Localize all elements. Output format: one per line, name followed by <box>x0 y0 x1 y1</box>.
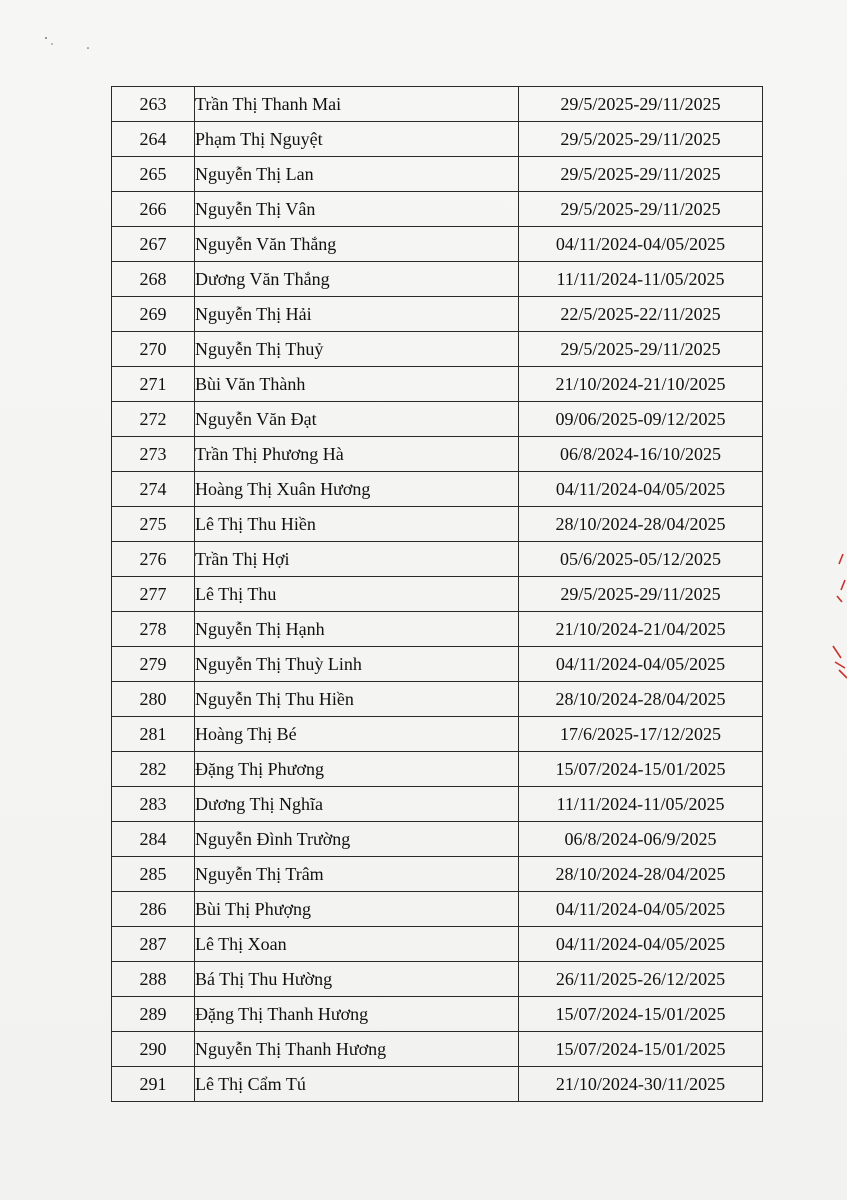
row-number-cell: 266 <box>112 192 195 227</box>
row-number-cell: 263 <box>112 87 195 122</box>
table-row <box>112 87 763 122</box>
table-row <box>112 367 763 402</box>
row-number-cell: 275 <box>112 507 195 542</box>
period-cell: 17/6/2025-17/12/2025 <box>519 717 763 752</box>
table-row <box>112 192 763 227</box>
person-name-cell: Lê Thị Thu Hiền <box>195 507 519 542</box>
period-cell: 04/11/2024-04/05/2025 <box>519 892 763 927</box>
person-name-cell: Nguyễn Thị Thu Hiền <box>195 682 519 717</box>
row-number-cell: 274 <box>112 472 195 507</box>
person-name-cell: Bá Thị Thu Hường <box>195 962 519 997</box>
period-cell: 11/11/2024-11/05/2025 <box>519 262 763 297</box>
row-number-cell: 287 <box>112 927 195 962</box>
period-cell: 22/5/2025-22/11/2025 <box>519 297 763 332</box>
table-row <box>112 472 763 507</box>
row-number-cell: 279 <box>112 647 195 682</box>
row-number-cell: 277 <box>112 577 195 612</box>
period-cell: 04/11/2024-04/05/2025 <box>519 472 763 507</box>
table-row <box>112 542 763 577</box>
table-row <box>112 822 763 857</box>
row-number-cell: 267 <box>112 227 195 262</box>
period-cell: 29/5/2025-29/11/2025 <box>519 122 763 157</box>
row-number-cell: 268 <box>112 262 195 297</box>
period-cell: 21/10/2024-21/04/2025 <box>519 612 763 647</box>
period-cell: 06/8/2024-06/9/2025 <box>519 822 763 857</box>
row-number-cell: 264 <box>112 122 195 157</box>
person-name-cell: Hoàng Thị Bé <box>195 717 519 752</box>
period-cell: 29/5/2025-29/11/2025 <box>519 332 763 367</box>
table-row <box>112 122 763 157</box>
row-number-cell: 269 <box>112 297 195 332</box>
person-name-cell: Lê Thị Xoan <box>195 927 519 962</box>
period-cell: 21/10/2024-30/11/2025 <box>519 1067 763 1102</box>
red-stamp-fragment <box>821 550 847 680</box>
table-row <box>112 577 763 612</box>
row-number-cell: 289 <box>112 997 195 1032</box>
scan-specks <box>40 28 100 58</box>
period-cell: 21/10/2024-21/10/2025 <box>519 367 763 402</box>
person-name-cell: Dương Văn Thắng <box>195 262 519 297</box>
person-name-cell: Lê Thị Thu <box>195 577 519 612</box>
person-name-cell: Nguyễn Đình Trường <box>195 822 519 857</box>
person-name-cell: Trần Thị Thanh Mai <box>195 87 519 122</box>
period-cell: 06/8/2024-16/10/2025 <box>519 437 763 472</box>
person-name-cell: Nguyễn Thị Vân <box>195 192 519 227</box>
person-name-cell: Nguyễn Thị Thuỷ <box>195 332 519 367</box>
roster-table <box>111 86 763 1102</box>
row-number-cell: 278 <box>112 612 195 647</box>
row-number-cell: 284 <box>112 822 195 857</box>
table-row <box>112 262 763 297</box>
period-cell: 04/11/2024-04/05/2025 <box>519 927 763 962</box>
row-number-cell: 280 <box>112 682 195 717</box>
person-name-cell: Đặng Thị Thanh Hương <box>195 997 519 1032</box>
table-row <box>112 332 763 367</box>
person-name-cell: Trần Thị Phương Hà <box>195 437 519 472</box>
period-cell: 28/10/2024-28/04/2025 <box>519 682 763 717</box>
row-number-cell: 273 <box>112 437 195 472</box>
row-number-cell: 282 <box>112 752 195 787</box>
row-number-cell: 283 <box>112 787 195 822</box>
person-name-cell: Nguyễn Thị Thanh Hương <box>195 1032 519 1067</box>
period-cell: 11/11/2024-11/05/2025 <box>519 787 763 822</box>
table-row <box>112 857 763 892</box>
table-row <box>112 507 763 542</box>
period-cell: 29/5/2025-29/11/2025 <box>519 87 763 122</box>
row-number-cell: 281 <box>112 717 195 752</box>
period-cell: 29/5/2025-29/11/2025 <box>519 157 763 192</box>
person-name-cell: Nguyễn Thị Thuỳ Linh <box>195 647 519 682</box>
person-name-cell: Nguyễn Văn Đạt <box>195 402 519 437</box>
person-name-cell: Bùi Văn Thành <box>195 367 519 402</box>
table-row <box>112 647 763 682</box>
row-number-cell: 272 <box>112 402 195 437</box>
table-row <box>112 227 763 262</box>
person-name-cell: Nguyễn Thị Trâm <box>195 857 519 892</box>
table-row <box>112 962 763 997</box>
person-name-cell: Trần Thị Hợi <box>195 542 519 577</box>
person-name-cell: Bùi Thị Phượng <box>195 892 519 927</box>
row-number-cell: 270 <box>112 332 195 367</box>
period-cell: 15/07/2024-15/01/2025 <box>519 1032 763 1067</box>
row-number-cell: 271 <box>112 367 195 402</box>
table-row <box>112 402 763 437</box>
person-name-cell: Phạm Thị Nguyệt <box>195 122 519 157</box>
row-number-cell: 286 <box>112 892 195 927</box>
person-name-cell: Đặng Thị Phương <box>195 752 519 787</box>
period-cell: 15/07/2024-15/01/2025 <box>519 997 763 1032</box>
period-cell: 04/11/2024-04/05/2025 <box>519 227 763 262</box>
table-row <box>112 157 763 192</box>
person-name-cell: Nguyễn Thị Lan <box>195 157 519 192</box>
period-cell: 28/10/2024-28/04/2025 <box>519 507 763 542</box>
table-row <box>112 717 763 752</box>
period-cell: 28/10/2024-28/04/2025 <box>519 857 763 892</box>
table-row <box>112 297 763 332</box>
person-name-cell: Nguyễn Thị Hải <box>195 297 519 332</box>
person-name-cell: Hoàng Thị Xuân Hương <box>195 472 519 507</box>
period-cell: 09/06/2025-09/12/2025 <box>519 402 763 437</box>
row-number-cell: 285 <box>112 857 195 892</box>
person-name-cell: Lê Thị Cẩm Tú <box>195 1067 519 1102</box>
period-cell: 26/11/2025-26/12/2025 <box>519 962 763 997</box>
table-row <box>112 682 763 717</box>
period-cell: 04/11/2024-04/05/2025 <box>519 647 763 682</box>
table-row <box>112 612 763 647</box>
table-row <box>112 787 763 822</box>
table-row <box>112 892 763 927</box>
row-number-cell: 265 <box>112 157 195 192</box>
table-row <box>112 927 763 962</box>
table-row <box>112 1067 763 1102</box>
row-number-cell: 276 <box>112 542 195 577</box>
table-row <box>112 752 763 787</box>
table-row <box>112 997 763 1032</box>
roster-table-body <box>112 87 763 1102</box>
person-name-cell: Dương Thị Nghĩa <box>195 787 519 822</box>
period-cell: 29/5/2025-29/11/2025 <box>519 192 763 227</box>
row-number-cell: 291 <box>112 1067 195 1102</box>
period-cell: 15/07/2024-15/01/2025 <box>519 752 763 787</box>
person-name-cell: Nguyễn Văn Thắng <box>195 227 519 262</box>
table-row <box>112 1032 763 1067</box>
person-name-cell: Nguyễn Thị Hạnh <box>195 612 519 647</box>
table-row <box>112 437 763 472</box>
period-cell: 29/5/2025-29/11/2025 <box>519 577 763 612</box>
row-number-cell: 290 <box>112 1032 195 1067</box>
row-number-cell: 288 <box>112 962 195 997</box>
period-cell: 05/6/2025-05/12/2025 <box>519 542 763 577</box>
